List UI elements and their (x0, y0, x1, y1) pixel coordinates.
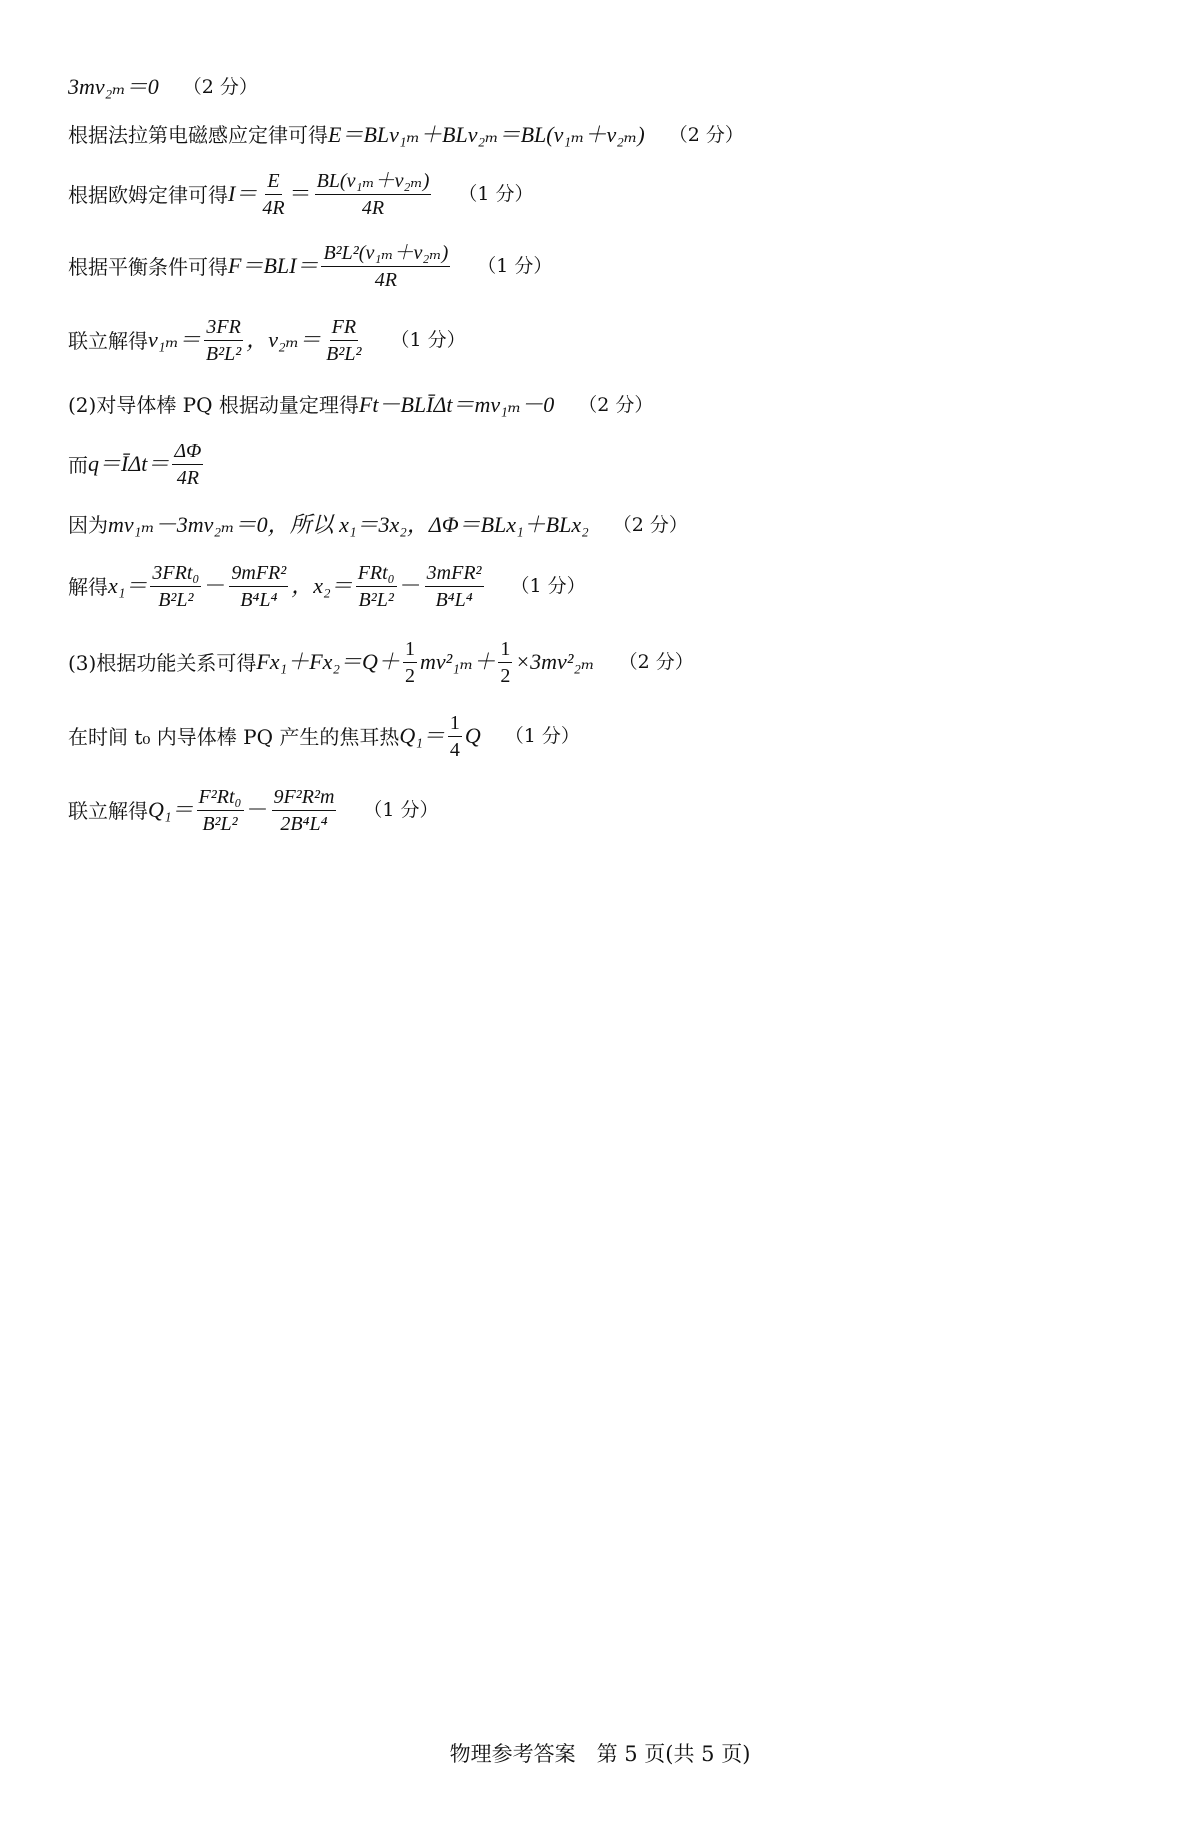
fraction (403, 638, 417, 687)
answer-line-3 (68, 170, 534, 219)
score: （2 分） (612, 513, 688, 536)
fraction (448, 712, 462, 761)
score: （1 分） (458, 183, 534, 206)
page-footer: 物理参考答案 第 5 页(共 5 页) (449, 1742, 751, 1766)
equation: ×3mv²₂ₘ (515, 649, 595, 675)
score: （1 分） (504, 725, 580, 748)
text: 因为 (68, 513, 108, 538)
fraction (272, 786, 337, 835)
answer-line-6 (68, 392, 653, 418)
numerator: 3mFR² (425, 562, 484, 587)
equation: Q₁＝ (148, 797, 194, 823)
equation: － (399, 573, 422, 599)
denominator: B⁴L⁴ (240, 589, 278, 611)
numerator: 9mFR² (229, 562, 288, 587)
score: （2 分） (668, 123, 744, 146)
fraction (324, 316, 363, 365)
equation: ，v₂ₘ＝ (246, 327, 322, 353)
denominator: 2 (404, 665, 415, 687)
denominator: 4R (262, 197, 285, 219)
fraction (498, 638, 512, 687)
equation: x₁＝ (108, 573, 148, 599)
numerator: 1 (498, 638, 512, 663)
fraction (197, 786, 244, 835)
equation: ，x₂＝ (291, 573, 353, 599)
fraction (229, 562, 288, 611)
denominator: B⁴L⁴ (435, 589, 473, 611)
equation: q＝ĪΔt＝ (88, 451, 170, 477)
answer-line-5 (68, 316, 466, 365)
text: 在时间 t₀ 内导体棒 PQ 产生的焦耳热 (68, 724, 400, 749)
answer-line-9 (68, 562, 586, 611)
text: 联立解得 (68, 798, 148, 823)
denominator: 4R (361, 197, 385, 219)
numerator: FR (330, 316, 358, 341)
fraction (204, 316, 243, 365)
denominator: 2B⁴L⁴ (280, 813, 328, 835)
text: (2)对导体棒 PQ 根据动量定理得 (68, 393, 359, 418)
denominator: B²L² (202, 813, 238, 835)
text: 联立解得 (68, 328, 148, 353)
equation: ＝ (289, 181, 312, 207)
numerator: BL(v₁ₘ＋v₂ₘ) (315, 170, 432, 195)
fraction (172, 440, 203, 489)
equation: I＝ (228, 181, 258, 207)
numerator: B²L²(v₁ₘ＋v₂ₘ) (321, 242, 450, 267)
equation: Fx₁＋Fx₂＝Q＋ (256, 649, 400, 675)
denominator: B²L² (326, 343, 362, 365)
score: （2 分） (182, 75, 258, 98)
answer-line-7 (68, 440, 206, 489)
score: （1 分） (477, 255, 553, 278)
score: （2 分） (578, 393, 654, 416)
fraction (425, 562, 484, 611)
text: 根据欧姆定律可得 (68, 182, 228, 207)
equation: 3mv₂ₘ＝0 (68, 74, 159, 99)
numerator: 3FR (204, 316, 242, 341)
denominator: 4R (176, 467, 199, 489)
fraction (321, 242, 450, 291)
fraction (315, 170, 432, 219)
denominator: 2 (500, 665, 511, 687)
numerator: E (265, 170, 281, 195)
equation: E＝BLv₁ₘ＋BLv₂ₘ＝BL(v₁ₘ＋v₂ₘ) (328, 122, 645, 147)
text: (3)根据功能关系可得 (68, 650, 257, 675)
denominator: B²L² (205, 343, 242, 365)
numerator: 1 (448, 712, 462, 737)
numerator: ΔΦ (172, 440, 203, 465)
equation: Q₁＝ (399, 723, 445, 749)
answer-line-11 (68, 712, 580, 761)
answer-line-4 (68, 242, 552, 291)
numerator: 1 (403, 638, 417, 663)
denominator: B²L² (158, 589, 194, 611)
text: 根据平衡条件可得 (68, 254, 228, 279)
equation: mv²₁ₘ＋ (419, 649, 496, 675)
numerator: 9F²R²m (272, 786, 337, 811)
answer-line-8 (68, 512, 688, 538)
denominator: 4R (374, 269, 397, 291)
equation: Q (464, 723, 481, 749)
text: 根据法拉第电磁感应定律可得 (68, 123, 328, 148)
score: （1 分） (390, 329, 466, 352)
equation: mv₁ₘ－3mv₂ₘ＝0，所以 x₁＝3x₂，ΔΦ＝BLx₁＋BLx₂ (108, 512, 589, 537)
equation: v₁ₘ＝ (148, 327, 201, 353)
answer-line-12 (68, 786, 439, 835)
equation: － (246, 797, 269, 823)
fraction (260, 170, 286, 219)
equation: Ft－BLĪΔt＝mv₁ₘ－0 (358, 392, 555, 417)
answer-line-1 (68, 74, 258, 100)
score: （2 分） (618, 651, 694, 674)
answer-line-2 (68, 122, 744, 148)
text: 解得 (68, 574, 108, 599)
equation: F＝BLI＝ (228, 253, 319, 279)
numerator: 3FRt₀ (150, 562, 201, 587)
score: （1 分） (363, 799, 439, 822)
denominator: B²L² (358, 589, 394, 611)
numerator: F²Rt₀ (197, 786, 244, 811)
fraction (150, 562, 201, 611)
score: （1 分） (510, 575, 586, 598)
fraction (356, 562, 397, 611)
answer-line-10 (68, 638, 694, 687)
numerator: FRt₀ (356, 562, 397, 587)
text: 而 (68, 452, 88, 477)
denominator: 4 (449, 739, 460, 761)
equation: － (204, 573, 227, 599)
